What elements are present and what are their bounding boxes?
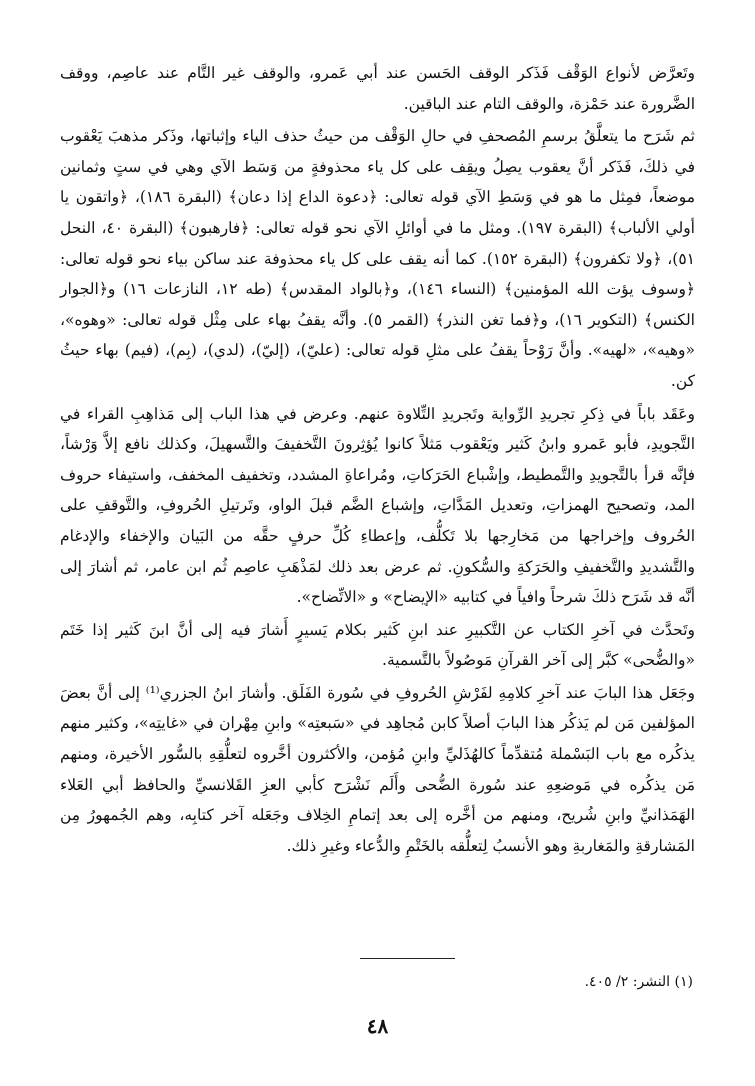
footnote: (١) النشر: ٢/ ٤٠٥. <box>584 974 693 990</box>
page-body <box>60 58 695 861</box>
footnote-divider <box>360 958 455 959</box>
page-number: ٤٨ <box>366 1014 389 1038</box>
paragraph-mushaf-rasm: ثم شَرَح ما يتعلَّقُ برسمِ المُصحفِ في حالِ الوَقْف من حيثُ حذف الياء وإثباتها، وذَكر مذهبَ يَعْقوب في ذلكَ، فَذَكر أنَّ يعقوب يصِلُ ويقِف على كل ياء محذوفةٍ من وَسَط الآي وهي في ستٍ وثمانين موضعاً، فمِثل ما هو في وَسَطِ الآي قوله تعالى: ﴿دعوة الداع إذا دعان﴾ (البقرة ١٨٦)، ﴿واتقون يا أولي الألباب﴾ (البقرة ١٩٧). ومثل ما في أوائلِ الآي نحو قوله تعالى: ﴿فارهبون﴾ (البقرة ٤٠، النحل ٥١)، ﴿ولا تكفرون﴾ (البقرة ١٥٢). كما أنه يقف على كل ياء محذوفة عند ساكن بياء نحو قوله تعالى: ﴿وسوف يؤت الله المؤمنين﴾ (النساء ١٤٦)، و﴿بالواد المقدس﴾ (طه ١٢، النازعات ١٦) و﴿الجوار الكنس﴾ (التكوير ١٦)، و﴿فما تغن النذر﴾ (القمر ٥). وأنَّه يقفُ بهاء على مِثْل قوله تعالى: «وهوه»، «وهيه»، «لهيه». وأنَّ رَوْحاً يقفُ على مثلِ قوله تعالى: (عليّ)، (إليّ)، (لدي)، (بِم)، (فيم) بهاء حيثُ كن. <box>60 127 696 390</box>
paragraph-waqf-types: وتَعرَّض لأنواع الوَقْف فَذَكر الوقف الحَسن عند أبي عَمرو، والوقف غير التَّام عند عاصِم، ووقف الضَّرورة عند حَمْزة، والوقف التام عند الباقين. <box>60 64 695 113</box>
paragraph-takbir: وتَحدَّث في آخرِ الكتاب عن التَّكبيرِ عند ابنِ كَثير بكلام يَسيرٍ أَشارَ فيه إلى أنَّ ابنَ كَثير إذا خَتَم «والضُّحى» كبَّر إلى آخر القرآنِ مَوصُولاً بالتَّسمية. <box>60 620 695 670</box>
paragraph-tajrid-riwaya: وعَقَد باباً في ذِكرِ تجريدِ الرِّواية وتَجريدِ التِّلاوة عنهم. وعرض في هذا الباب إلى مَذاهِبِ القراء في التَّجويدِ، فأبو عَمرو وابنُ كَثير ويَعْقوب مَثلاً كانوا يُؤثِرونَ التَّخفيفَ والتَّسهيلَ، وكذلك نافع إلاَّ وَرْشاً، فإنَّه قرأ بالتَّجويدِ والتَّمطيط، وإشْباع الحَرَكاتِ، ومُراعاةِ المشدد، وتخفيف المخفف، واستيفاء حروف المد، وتصحيح الهمزاتِ، وتعديل المَدَّاتِ، وإشباع الضَّم قبلَ الواو، وتَرتيلِ الحُروفِ، والتَّوقفِ على الحُروف وإخراجها من مَخارِجها بلا تَكلُّف، وإعطاءِ كُلِّ حرفٍ حقَّه من البَيان والإخفاء والإدغام والتَّشديدِ والتَّخفيفِ والحَرَكةِ والسُّكونِ. ثم عرض بعد ذلك لمَذْهَبِ عاصِم ثُم ابن عامر، ثم أشارَ إلى أنَّه قد شَرَح ذلكَ شرحاً وافياً في كتابيه «الإيضاح» و «الاتِّضاح». <box>60 404 695 607</box>
paragraph-bab-placement: وجَعَل هذا البابَ عند آخرِ كلامِهِ لفَرْشِ الحُروفِ في سُورة الفَلَق. وأشارَ ابنُ الجزري⁽¹⁾ إلى أنَّ بعضَ المؤلفين مَن لم يَذكُر هذا البابَ أصلاً كابن مُجاهِد في «سَبعتِه» وابنِ مِهْران في «غايتِه»، وكثير منهم يذكُره مع باب البَسْملة مُتقدِّماً كالهُذَليِّ وابنِ مُؤمن، والأكثرون أخَّروه لتعلُّقِهِ بالسُّور الأخيرة، ومنهم مَن يذكُره في مَوضعِهِ عند سُورة الضُّحى وأَلَم نَشْرَح كأبي العزِ القَلانسيِّ والحافظ أبي العَلاء الهَمَذانيِّ وابنِ شُريح، ومنهم من أخَّره إلى بعد إتمامِ الخِلاف وجَعَله آخر كتابِه، وهم الجُمهورُ مِن المَشارقةِ والمَغاربةِ وهو الأنسبُ لِتعلُّقه بالخَتْمِ والدُّعاء وغيرِ ذلك. <box>60 683 695 855</box>
